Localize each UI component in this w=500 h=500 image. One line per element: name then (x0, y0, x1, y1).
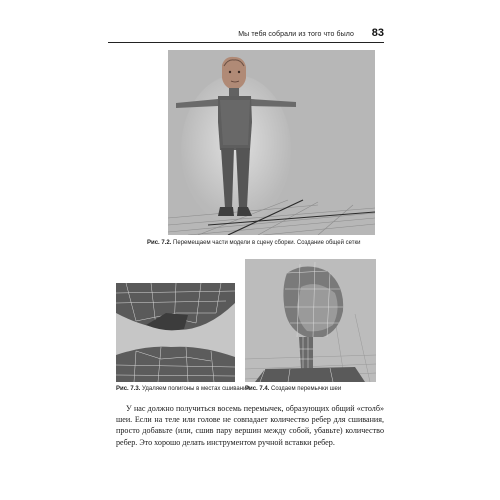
figure-7-4-caption-text: Создаем перемычки шеи (271, 386, 342, 392)
figure-7-2-label: Рис. 7.2. (147, 240, 172, 246)
page-number: 83 (371, 27, 384, 39)
figure-7-2-image (168, 50, 375, 235)
figure-7-3-label: Рис. 7.3. (116, 386, 141, 392)
figure-7-4-caption (245, 386, 341, 392)
running-header (108, 24, 384, 46)
figure-7-2-caption (147, 240, 361, 246)
figure-7-3-caption (116, 386, 250, 392)
figure-7-3-image (116, 283, 235, 382)
header-rule (108, 42, 384, 43)
figure-7-4-image (245, 259, 376, 382)
running-header-title: Мы тебя собрали из того что было (238, 31, 354, 38)
figure-7-4-label: Рис. 7.4. (245, 386, 270, 392)
figure-7-3-caption-text: Удаляем полигоны в местах сшивания (142, 386, 250, 392)
figure-7-2-caption-text: Перемещаем части модели в сцену сборки. Создание общей сетки (173, 240, 361, 246)
body-paragraph: У нас должно получиться восемь перемычек, образующих общий «столб» шеи. Если на теле или голове не совпадает количество ребер для сшивания, просто добавьте (или, сшив пару вершин между собой, убавьте) количество ребер. Это хорошо делать инструментом ручной вставки ребер. (116, 404, 384, 447)
